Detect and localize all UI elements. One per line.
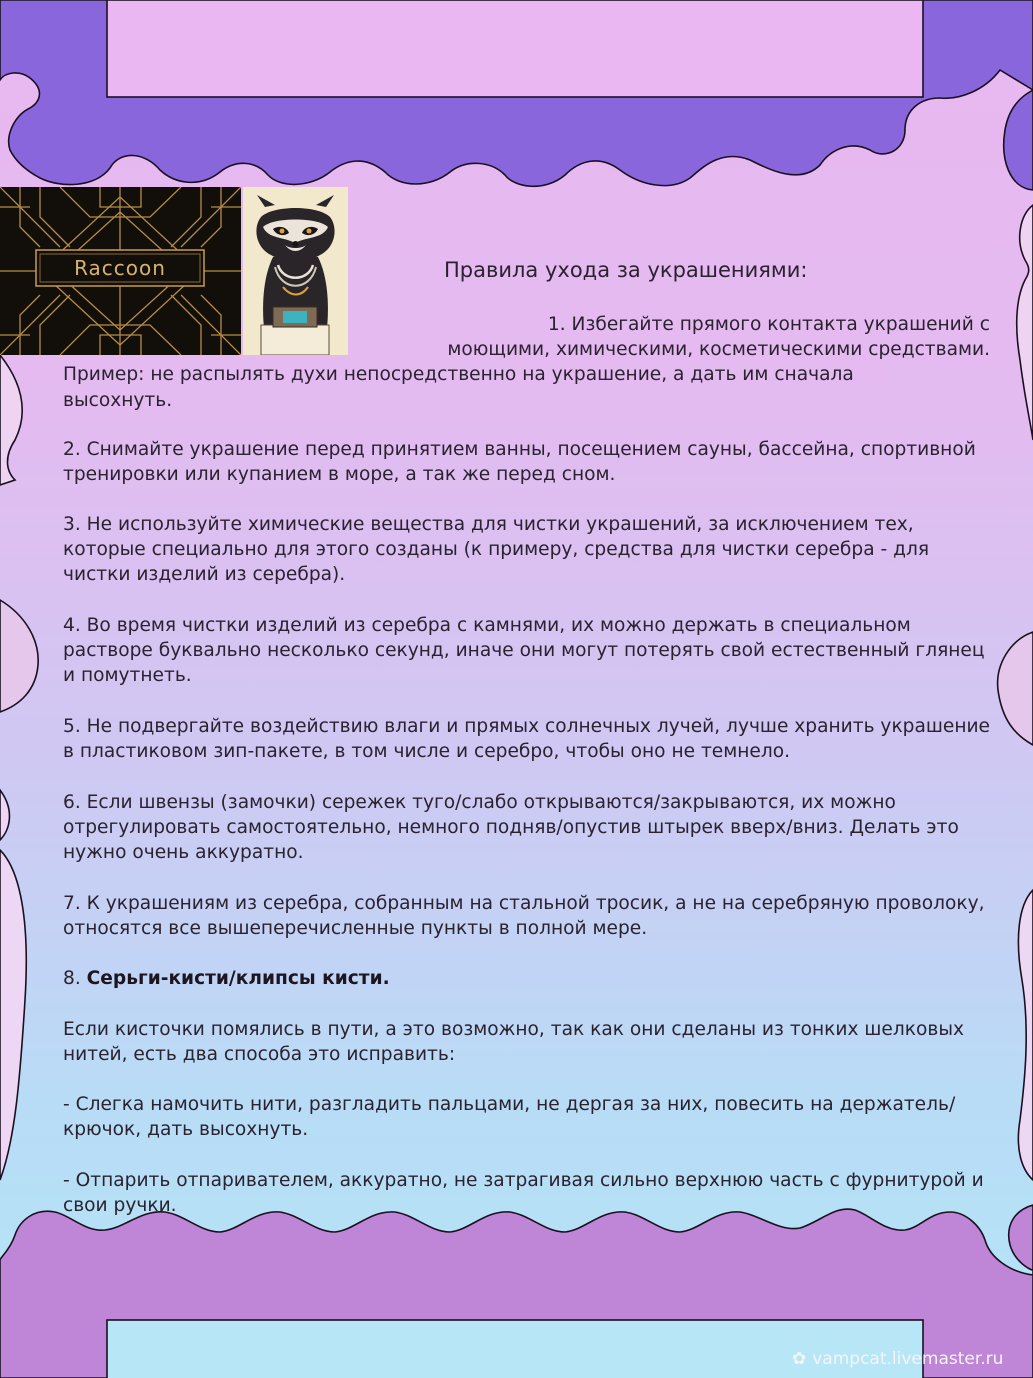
rule-item-4: 4. Во время чистки изделий из серебра с камнями, их можно держать в специальном растворе буквально несколько секунд, иначе они могут потерять свой естественный глянец и помутнеть. bbox=[63, 615, 985, 687]
rule-item-2: 2. Снимайте украшение перед принятием ванны, посещением сауны, бассейна, спортивной тренировки или купанием в море, а так же перед сном. bbox=[63, 439, 976, 486]
rule-item-3: 3. Не используйте химические вещества для чистки украшений, за исключением тех, которые специально для этого созданы (к примеру, средства для чистки серебра - для чистки изделий из серебра). bbox=[63, 514, 930, 586]
left-ornament-lower bbox=[0, 790, 26, 1180]
right-ornament-lower bbox=[1018, 890, 1033, 1180]
right-ornament-upper bbox=[1017, 205, 1033, 440]
rule-item-8 bbox=[63, 966, 998, 991]
top-inner-panel bbox=[107, 0, 923, 97]
page-title: Правила ухода за украшениями: bbox=[444, 258, 808, 282]
rule-item-5: 5. Не подвергайте воздействию влаги и прямых солнечных лучей, лучше хранить украшение в пластиковом зип-пакете, в том числе и серебро, чтобы оно не темнело. bbox=[63, 716, 991, 763]
rule-1-line-3: Пример: не распылять духи непосредственно на украшение, а дать им сначала bbox=[63, 364, 854, 386]
rule-1-line-4: высохнуть. bbox=[63, 389, 173, 411]
rule-1-line-1: 1. Избегайте прямого контакта украшений с bbox=[547, 314, 990, 335]
watermark bbox=[792, 1349, 1003, 1369]
right-ornament-middle bbox=[998, 632, 1033, 745]
rule-item-6: 6. Если швензы (замочки) сережек туго/слабо открываются/закрываются, их можно отрегулировать самостоятельно, немного подняв/опустив штырек вверх/вниз. Делать это нужно очень аккуратно. bbox=[63, 792, 959, 864]
left-ornament-middle bbox=[0, 600, 38, 712]
rule-8-intro: Если кисточки помялись в пути, а это возможно, так как они сделаны из тонких шелковых нитей, есть два способа это исправить: bbox=[63, 1019, 964, 1066]
flower-icon: ✿ bbox=[792, 1349, 807, 1369]
rule-item-7: 7. К украшениям из серебра, собранным на стальной тросик, а не на серебряную проволоку, относятся все вышеперечисленные пункты в полной мере. bbox=[63, 893, 985, 940]
rule-8-way-1: - Слегка намочить нити, разгладить пальцами, не дергая за них, повесить на держатель/крючок, дать высохнуть. bbox=[63, 1094, 956, 1141]
watermark-text: vampcat.livemaster.ru bbox=[812, 1349, 1004, 1369]
rule-item-1 bbox=[63, 312, 998, 413]
rule-8-heading: Серьги-кисти/клипсы кисти. bbox=[86, 968, 390, 989]
rule-8-number: 8. bbox=[63, 968, 87, 989]
rule-8-way-2: - Отпарить отпаривателем, аккуратно, не затрагивая сильно верхнюю часть с фурнитурой и свои ручки. bbox=[63, 1170, 984, 1217]
left-ornament-upper bbox=[0, 355, 22, 485]
logo-text: Raccoon bbox=[74, 256, 166, 280]
rule-1-line-2: моющими, химическими, косметическими средствами. bbox=[447, 339, 990, 361]
